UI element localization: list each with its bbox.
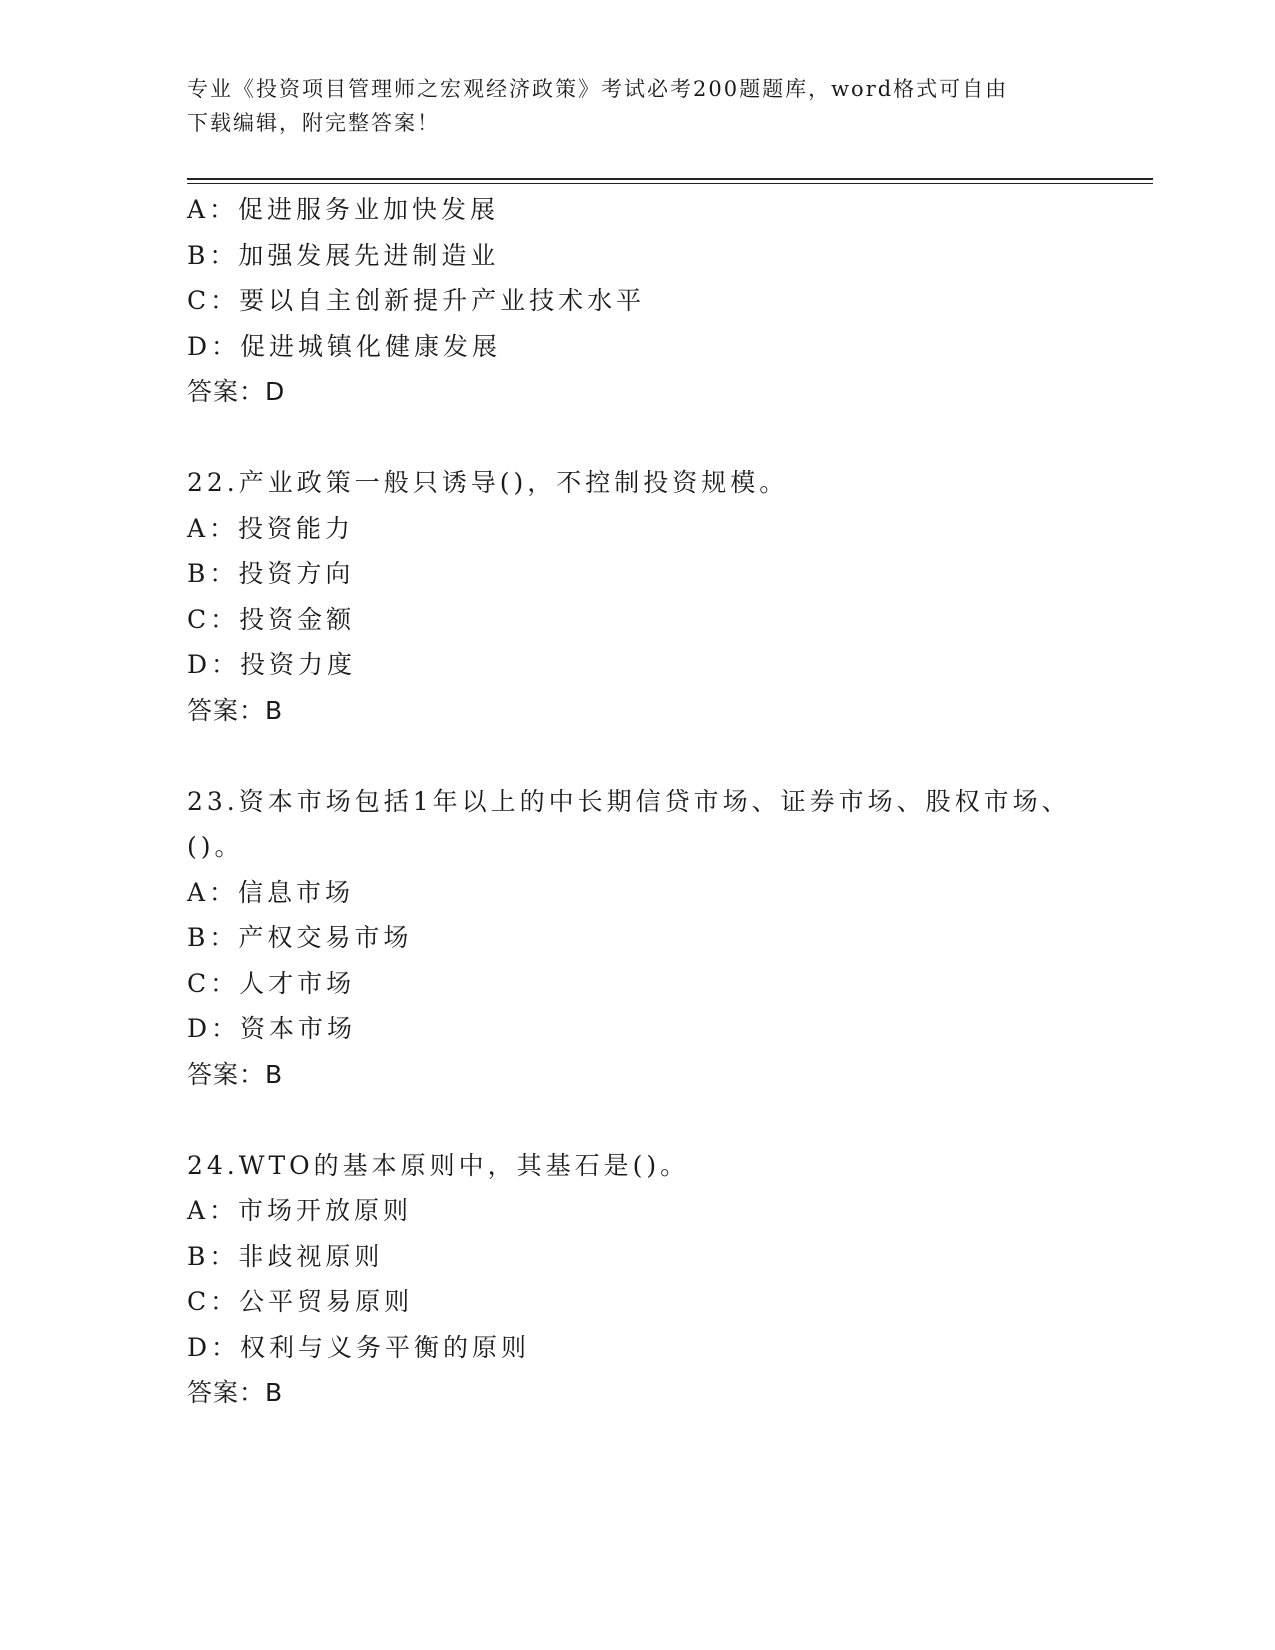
option-b: B：非歧视原则 [187,1241,384,1271]
option-d: D：资本市场 [187,1014,357,1043]
answer-line: 答案：B [187,1059,284,1089]
option-d: D：促进城镇化健康发展 [187,331,502,361]
option-c: C：要以自主创新提升产业技术水平 [187,286,646,315]
header-line-2: 下载编辑，附完整答案！ [187,111,440,135]
header-divider-thin [187,183,1153,184]
answer-line: 答案：D [187,377,286,406]
spacer [187,1097,1087,1143]
header-divider-thick [187,178,1153,180]
option-c: C：人才市场 [187,968,356,998]
question-list [187,187,1087,1416]
option-d: D：投资力度 [187,650,357,679]
option-a: A：市场开放原则 [187,1196,413,1225]
question-stem: 23.资本市场包括1年以上的中长期信贷市场、证券市场、股权市场、 [187,786,1071,816]
option-c: C：投资金额 [187,604,356,634]
option-b: B：产权交易市场 [187,923,413,952]
option-a: A：促进服务业加快发展 [187,195,500,224]
spacer [187,733,1087,779]
question-stem: 24.WTO的基本原则中，其基石是()。 [187,1150,690,1180]
question-block-prev [187,187,1087,415]
question-stem: 22.产业政策一般只诱导()，不控制投资规模。 [187,468,789,497]
document-header [187,72,1067,140]
header-line-1: 专业《投资项目管理师之宏观经济政策》考试必考200题题库，word格式可自由 [187,77,1009,101]
question-block-24 [187,1143,1087,1416]
answer-line: 答案：B [187,1378,284,1407]
option-b: B：加强发展先进制造业 [187,240,500,270]
option-d: D：权利与义务平衡的原则 [187,1332,531,1362]
answer-line: 答案：B [187,695,284,725]
question-stem-continued: ()。 [187,832,244,861]
question-block-23 [187,779,1087,1098]
option-c: C：公平贸易原则 [187,1287,414,1316]
question-block-22 [187,460,1087,733]
option-b: B：投资方向 [187,559,355,588]
option-a: A：信息市场 [187,877,355,907]
spacer [187,415,1087,461]
option-a: A：投资能力 [187,513,355,543]
